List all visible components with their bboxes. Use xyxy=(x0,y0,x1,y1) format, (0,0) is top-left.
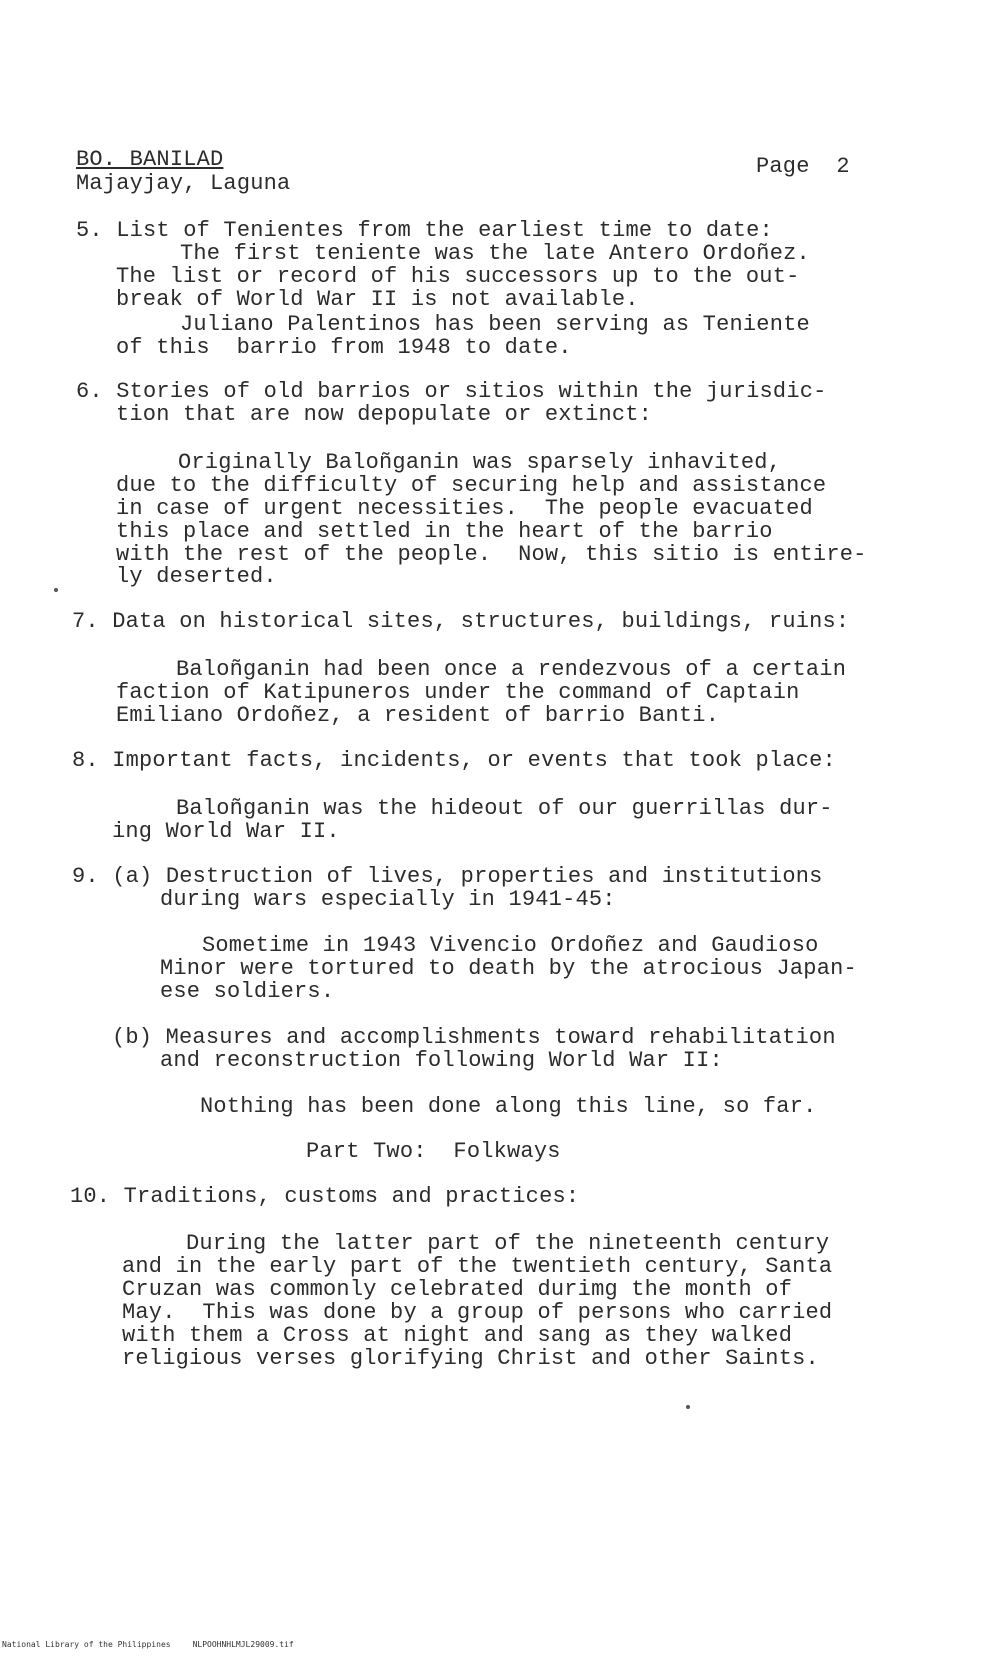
section-7-text: Emiliano Ordoñez, a resident of barrio Banti. xyxy=(116,703,720,728)
section-9a-text: Sometime in 1943 Vivencio Ordoñez and Gaudioso xyxy=(202,933,819,958)
section-8-heading: 8. Important facts, incidents, or events that took place: xyxy=(72,748,836,773)
section-9a-text: Minor were tortured to death by the atrocious Japan- xyxy=(160,956,857,981)
section-9b-heading: (b) Measures and accomplishments toward rehabilitation xyxy=(112,1025,836,1050)
page-number: Page 2 xyxy=(756,154,850,179)
section-6-text: ly deserted. xyxy=(116,564,277,589)
section-8-text: ing World War II. xyxy=(112,819,340,844)
footer-library: National Library of the Philippines xyxy=(2,1640,171,1649)
section-6-text: in case of urgent necessities. The people evacuated xyxy=(116,496,813,521)
section-5-text: break of World War II is not available. xyxy=(116,287,639,312)
section-8-text: Baloñganin was the hideout of our guerrillas dur- xyxy=(176,796,833,821)
section-9a-heading-cont: during wars especially in 1941-45: xyxy=(160,887,616,912)
footer-file-id: NLPOOHNHLMJL29009.tif xyxy=(192,1640,294,1649)
section-10-text: Cruzan was commonly celebrated durimg the month of xyxy=(122,1277,793,1302)
section-5-text: The first teniente was the late Antero Ordoñez. xyxy=(180,241,810,266)
section-6-text: with the rest of the people. Now, this sitio is entire- xyxy=(116,542,867,567)
section-5-heading: 5. List of Tenientes from the earliest time to date: xyxy=(76,218,773,243)
scan-speck xyxy=(686,1405,690,1409)
section-9b-heading-cont: and reconstruction following World War II: xyxy=(160,1048,723,1073)
section-10-text: May. This was done by a group of persons who carried xyxy=(122,1300,833,1325)
scan-speck xyxy=(54,588,58,592)
section-6-heading: 6. Stories of old barrios or sitios within the jurisdic- xyxy=(76,379,827,404)
section-6-text: this place and settled in the heart of the barrio xyxy=(116,519,773,544)
section-10-text: religious verses glorifying Christ and other Saints. xyxy=(122,1346,819,1371)
section-9a-text: ese soldiers. xyxy=(160,979,335,1004)
section-10-text: with them a Cross at night and sang as they walked xyxy=(122,1323,793,1348)
header-barrio-name: BO. BANILAD xyxy=(76,147,224,172)
section-7-text: Baloñganin had been once a rendezvous of a certain xyxy=(176,657,847,682)
section-5-text: Juliano Palentinos has been serving as Teniente xyxy=(180,312,810,337)
section-9b-text: Nothing has been done along this line, so far. xyxy=(200,1094,817,1119)
section-6-heading-cont: tion that are now depopulate or extinct: xyxy=(116,402,653,427)
section-10-heading: 10. Traditions, customs and practices: xyxy=(70,1184,580,1209)
section-10-text: and in the early part of the twentieth century, Santa xyxy=(122,1254,833,1279)
section-5-text: The list or record of his successors up to the out- xyxy=(116,264,800,289)
header-location: Majayjay, Laguna xyxy=(76,171,291,196)
part-two-heading: Part Two: Folkways xyxy=(306,1139,561,1164)
section-6-text: Originally Baloñganin was sparsely inhavited, xyxy=(178,450,782,475)
section-6-text: due to the difficulty of securing help and assistance xyxy=(116,473,827,498)
scan-footer xyxy=(2,1640,316,1649)
section-5-text: of this barrio from 1948 to date. xyxy=(116,335,572,360)
section-7-heading: 7. Data on historical sites, structures, buildings, ruins: xyxy=(72,609,850,634)
section-10-text: During the latter part of the nineteenth century xyxy=(186,1231,830,1256)
section-9a-heading: 9. (a) Destruction of lives, properties and institutions xyxy=(72,864,823,889)
section-7-text: faction of Katipuneros under the command of Captain xyxy=(116,680,800,705)
